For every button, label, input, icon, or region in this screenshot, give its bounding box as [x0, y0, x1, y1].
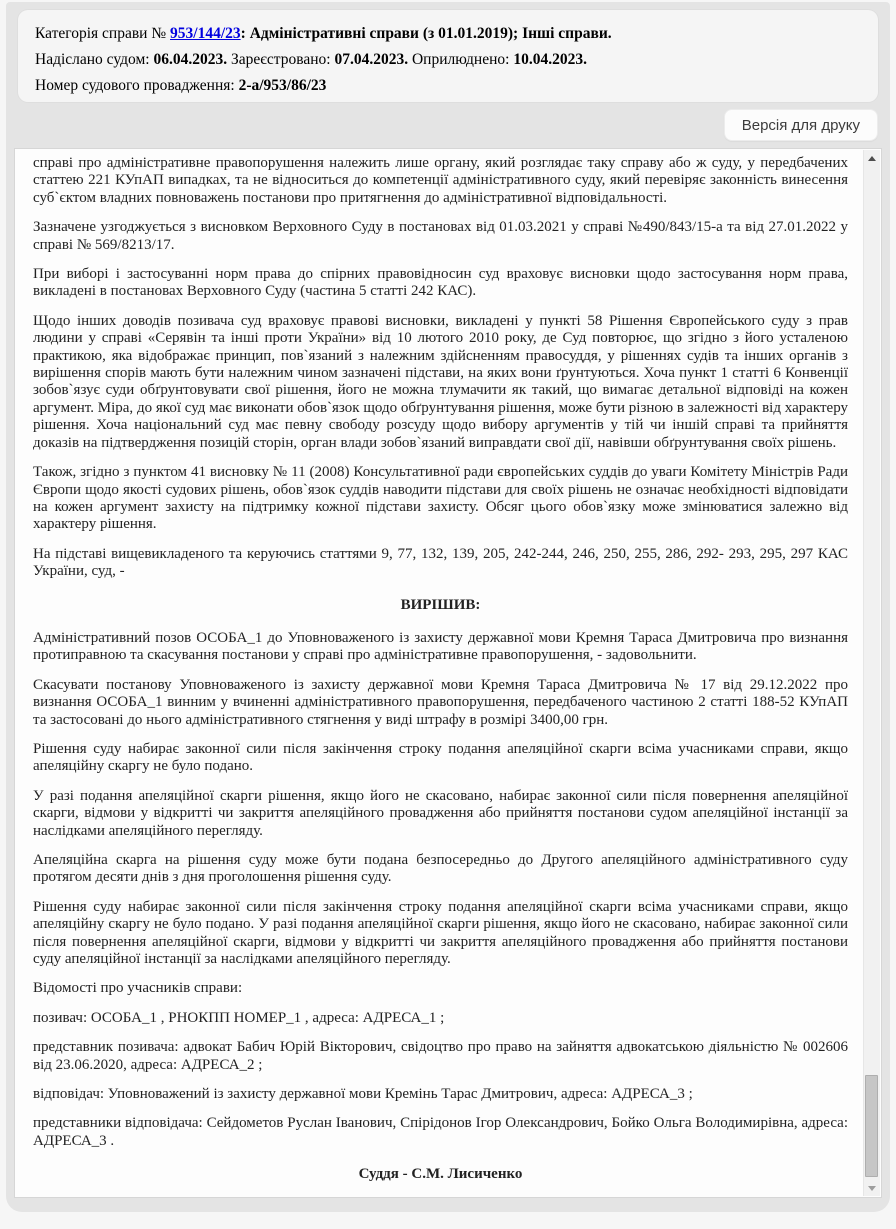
arrow-down-icon	[868, 1186, 876, 1191]
category-value: Адміністративні справи (з 01.01.2019); Інші справи.	[249, 25, 612, 42]
scrollbar-thumb[interactable]	[865, 1075, 878, 1177]
sent-date: 06.04.2023.	[153, 51, 228, 68]
registered-label: Зареєстровано:	[230, 51, 331, 68]
meta-line-dates	[35, 47, 861, 73]
document-paragraph: При виборі і застосуванні норм права до спірних правовідносин суд враховує висновки щодо застосування норм права, викладені в постановах Верховного Суду (частина 5 статті 242 КАС).	[33, 266, 848, 300]
document-text	[16, 150, 862, 1196]
scroll-down-button[interactable]	[864, 1180, 880, 1196]
document-paragraph: Рішення суду набирає законної сили після закінчення строку подання апеляційної скарги всіма учасниками справи, якщо апеляційну скаргу не було подано.	[33, 740, 848, 775]
arrow-up-icon	[868, 156, 876, 161]
document-paragraph: Щодо інших доводів позивача суд враховує правові висновки, викладені у пункті 58 Рішення Європейського суду з прав людини у справі «Серявін та інші проти України» від 10 лютого 2010 року, де Суд повторює, що згідно з його усталеною практикою, яка відображає принцип, пов`язаний з належним здійсненням правосуддя, у рішеннях судів та інших органів з вирішення спорів мають бути належним чином зазначені підстави, на яких вони ґрунтуються. Хоча пункт 1 статті 6 Конвенції зобов`язує суди обґрунтовувати свої рішення, його не можна тлумачити як такий, що вимагає детальної відповіді на кожен аргумент. Міра, до якої суд має виконати обов`язок щодо обґрунтування рішення, може бути різною в залежності від характеру рішення. Хоча національний суд має певну свободу розсуду щодо вибору аргументів у тій чи іншій справі та прийняття доказів на підтвердження позицій сторін, орган влади зобов`язаний виправдати свої дії, навівши обґрунтування своїх рішень.	[33, 312, 848, 451]
case-meta-panel	[18, 10, 878, 102]
print-version-button[interactable]: Версія для друку	[724, 109, 878, 141]
document-scrollbar[interactable]	[863, 150, 880, 1196]
document-paragraph: Скасувати постанову Уповноваженого із захисту державної мови Кремня Тараса Дмитровича № 17 від 29.12.2022 про визнання ОСОБА_1 винним у вчиненні адміністративного правопорушення, передбаченого частиною 2 статті 188-52 КУпАП та застосовані до нього адміністративного стягнення у виді штрафу в розмірі 3400,00 грн.	[33, 676, 848, 728]
scrollbar-track[interactable]	[864, 166, 880, 1180]
document-heading: Суддя - С.М. Лисиченко	[358, 1166, 523, 1183]
document-paragraph: справі про адміністративне правопорушення належить лише органу, який розглядає таку справу або ж суду, у передбачених статтею 221 КУпАП випадках, та не відноситься до компетенції адміністративного суду, який перевіряє законність винесення суб`єктом владних повноважень постанови про притягнення до адміністративної відповідальності.	[33, 155, 848, 206]
document-paragraph: На підставі вищевикладеного та керуючись статтями 9, 77, 132, 139, 205, 242-244, 246, 250, 255, 286, 292- 293, 295, 297 КАС України, суд, -	[33, 545, 848, 580]
document-heading: ВИРІШИВ:	[400, 596, 481, 613]
sent-label: Надіслано судом:	[35, 51, 150, 68]
content-backdrop	[6, 2, 890, 1212]
meta-line-proceeding	[35, 73, 861, 99]
document-paragraph: представник позивача: адвокат Бабич Юрій Вікторович, свідоцтво про право на зайняття адвокатською діяльністю № 002606 від 23.06.2020, адреса: АДРЕСА_2 ;	[33, 1039, 848, 1073]
proceeding-number: 2-а/953/86/23	[238, 77, 327, 94]
scroll-up-button[interactable]	[864, 150, 880, 166]
category-colon: :	[240, 25, 246, 42]
meta-line-category	[35, 21, 861, 47]
published-date: 10.04.2023.	[513, 51, 587, 68]
document-paragraph: Апеляційна скарга на рішення суду може бути подана безпосередньо до Другого апеляційного адміністративного суду протягом десяти днів з дня проголошення рішення суду.	[33, 852, 848, 886]
document-paragraph: Рішення суду набирає законної сили після закінчення строку подання апеляційної скарги всіма учасниками справи, якщо апеляційну скаргу не було подано. У разі подання апеляційної скарги рішення, якщо його не скасовано, набирає законної сили після повернення апеляційної скарги, відмови у відкритті чи закриття апеляційного провадження або прийняття постанови суду апеляційної інстанції за наслідками апеляційного перегляду.	[33, 898, 848, 968]
registered-date: 07.04.2023.	[334, 51, 409, 68]
document-paragraph: Відомості про учасників справи:	[33, 980, 243, 997]
document-paragraph: Адміністративний позов ОСОБА_1 до Уповноваженого із захисту державної мови Кремня Тараса Дмитровича про визнання протиправною та скасування постанови у справі про адміністративне правопорушення, - задовольнити.	[33, 629, 848, 664]
document-paragraph: Зазначене узгоджується з висновком Верховного Суду в постановах від 01.03.2021 у справі №490/843/15-а та від 27.01.2022 у справі № 569/8213/17.	[33, 219, 848, 253]
case-number-link[interactable]: 953/144/23	[170, 25, 241, 42]
document-paragraph: відповідач: Уповноважений із захисту державної мови Кремінь Тарас Дмитрович, адреса: АДРЕСА_3 ;	[33, 1086, 693, 1103]
proceeding-label: Номер судового провадження:	[35, 77, 235, 94]
document-paragraph: Також, згідно з пунктом 41 висновку № 11 (2008) Консультативної ради європейських суддів до уваги Комітету Міністрів Ради Європи щодо якості судових рішень, обов`язок суддів наводити підстави для своїх рішень не означає необхідності відповідати на кожен аргумент захисту на підтримку кожної підстави захисту. Обсяг цього обов`язку може змінюватися залежно від характеру рішення.	[33, 464, 848, 533]
document-paragraph: позивач: ОСОБА_1 , РНОКПП НОМЕР_1 , адреса: АДРЕСА_1 ;	[33, 1009, 445, 1026]
document-paragraph: У разі подання апеляційної скарги рішення, якщо його не скасовано, набирає законної сили після повернення апеляційної скарги, відмови у відкритті чи закриття апеляційного провадження або прийняття постанови судом апеляційної інстанції за наслідками апеляційного перегляду.	[33, 787, 848, 839]
published-label: Оприлюднено:	[411, 51, 510, 68]
category-label: Категорія справи №	[35, 25, 167, 42]
document-paragraph: представники відповідача: Сейдометов Руслан Іванович, Спірідонов Ігор Олександрович, Бойко Ольга Володимирівна, адреса: АДРЕСА_3 .	[33, 1115, 848, 1149]
document-viewer	[14, 148, 882, 1198]
